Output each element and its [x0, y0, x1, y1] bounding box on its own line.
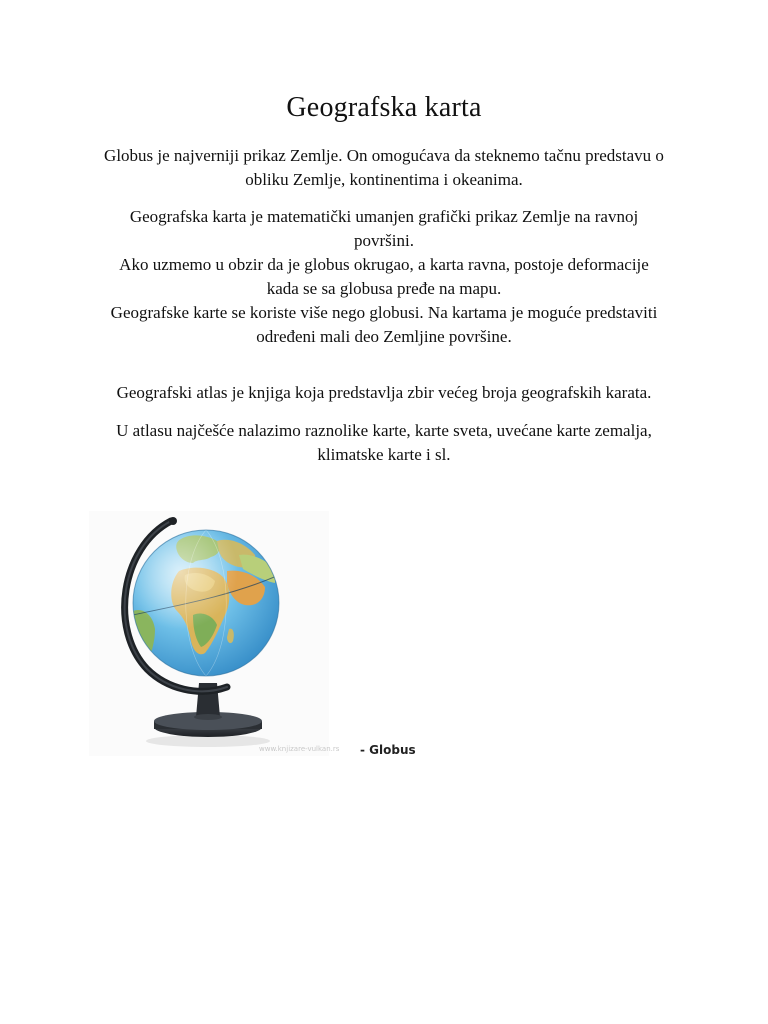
page-title: Geografska karta: [286, 92, 482, 123]
text-line: klimatske karte i sl.: [317, 445, 451, 464]
globe-image: [89, 511, 340, 756]
paragraph-atlas-definition: [90, 381, 678, 405]
text-line: obliku Zemlje, kontinentima i okeanima.: [245, 170, 523, 189]
paragraph-map-definition: [90, 205, 678, 349]
globe-icon: [89, 511, 329, 756]
text-line: kada se sa globusa pređe na mapu.: [266, 279, 502, 298]
text-line: Geografski atlas je knjiga koja predstavlja zbir većeg broja geografskih karata.: [116, 383, 652, 402]
paragraph-globe-intro: [90, 144, 678, 192]
text-line: Geografske karte se koriste više nego globusi. Na kartama je moguće predstaviti: [110, 303, 658, 322]
text-line: Geografska karta je matematički umanjen grafički prikaz Zemlje na ravnoj: [129, 207, 639, 226]
text-line: U atlasu najčešće nalazimo raznolike karte, karte sveta, uvećane karte zemalja,: [116, 421, 652, 440]
image-watermark: www.knjizare-vulkan.rs: [259, 745, 340, 753]
figure-caption: - Globus: [360, 743, 416, 757]
text-line: Globus je najverniji prikaz Zemlje. On omogućava da steknemo tačnu predstavu o: [104, 146, 664, 165]
paragraph-atlas-contents: [90, 419, 678, 467]
text-line: površini.: [354, 231, 414, 250]
text-line: Ako uzmemo u obzir da je globus okrugao, a karta ravna, postoje deformacije: [119, 255, 649, 274]
text-line: određeni mali deo Zemljine površine.: [256, 327, 512, 346]
